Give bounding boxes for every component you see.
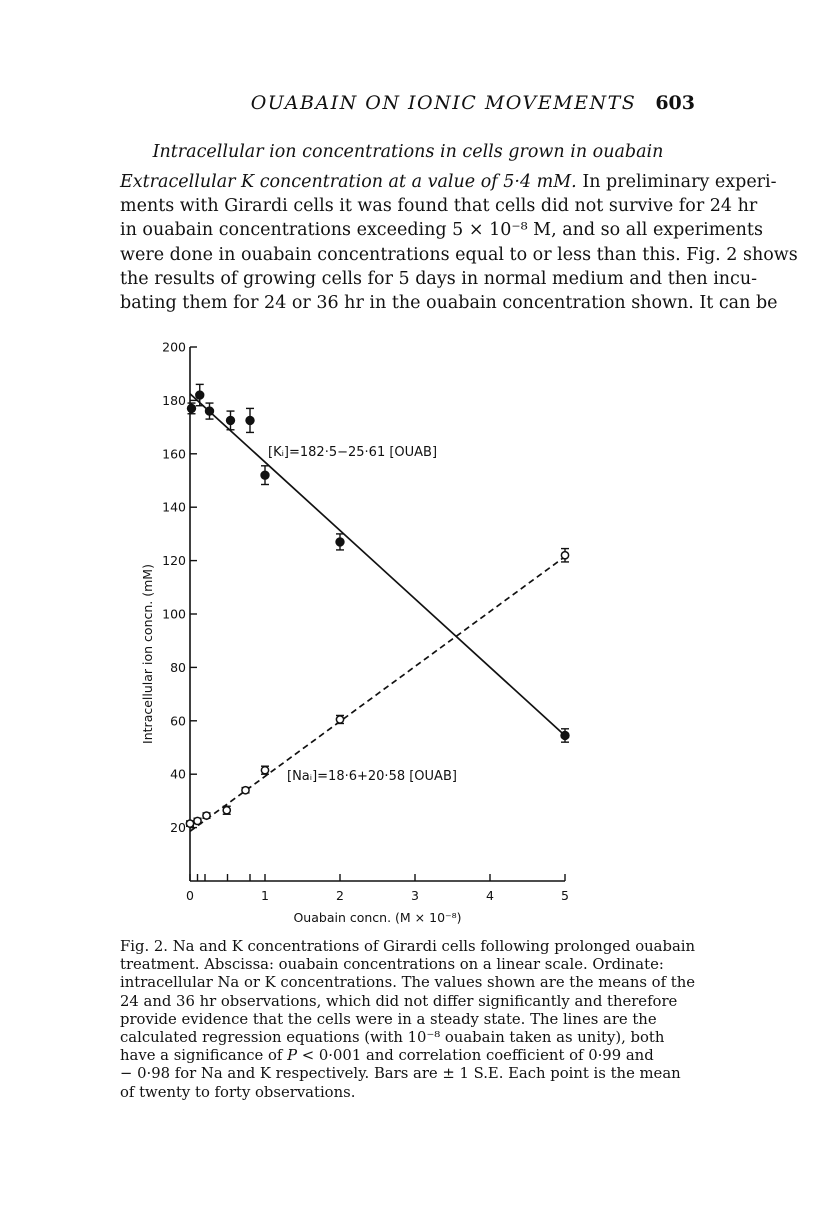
k-data-point (561, 731, 569, 739)
y-tick-label: 60 (170, 713, 186, 729)
y-tick-label: 160 (162, 446, 186, 462)
y-tick-label: 140 (162, 499, 186, 515)
na-data-point (223, 807, 230, 814)
body-paragraph (120, 170, 798, 315)
caption-text: of twenty to forty observations. (120, 1083, 356, 1101)
k-data-point (187, 404, 195, 412)
y-tick-label: 80 (170, 659, 186, 675)
na-data-point (186, 820, 193, 827)
caption-text: Fig. 2. Na and K concentrations of Girardi cells following prolonged ouabain (120, 938, 696, 955)
x-tick-label: 0 (186, 888, 194, 903)
caption-line (120, 1011, 696, 1029)
figure-2-chart (0, 320, 816, 930)
figure-caption (120, 938, 696, 1102)
body-line: the results of growing cells for 5 days in normal medium and then incu- (120, 268, 758, 289)
caption-line (120, 1084, 696, 1102)
body-line: were done in ouabain concentrations equal to or less than this. Fig. 2 shows (120, 244, 798, 265)
page-number: 603 (655, 92, 695, 114)
caption-text: calculated regression equations (with 10⁻⁸ ouabain taken as unity), both (120, 1029, 665, 1047)
caption-line (120, 956, 696, 974)
x-tick-label: 3 (411, 888, 419, 903)
caption-text: intracellular Na or K concentrations. The values shown are the means of the (120, 974, 695, 992)
y-tick-label: 100 (162, 606, 186, 622)
na-data-point (261, 767, 268, 774)
caption-text: treatment. Abscissa: ouabain concentrations on a linear scale. Ordinate: (120, 956, 664, 974)
x-tick-label: 1 (261, 888, 269, 903)
k-data-point (205, 407, 213, 415)
caption-text: S.E. (473, 1065, 504, 1083)
caption-text: Each point is the mean (503, 1065, 681, 1083)
body-line: in ouabain concentrations exceeding 5 × 10⁻⁸ M, and so all experiments (120, 220, 763, 241)
k-data-point (261, 471, 269, 479)
na-data-point (336, 716, 343, 723)
y-axis-label: Intracellular ion concn. (mM) (140, 564, 155, 744)
section-heading: Intracellular ion concentrations in cells grown in ouabain (152, 142, 664, 162)
caption-line (120, 1047, 696, 1065)
caption-line (120, 993, 696, 1011)
na-data-point (242, 787, 249, 794)
page-header (192, 92, 695, 118)
caption-text: provide evidence that the cells were in a steady state. The lines are the (120, 1010, 657, 1028)
y-tick-label: 20 (170, 820, 186, 836)
subsection-lead: Extracellular K concentration at a value of 5·4 mM. (120, 172, 577, 192)
x-axis-label: Ouabain concn. (M × 10⁻⁸) (293, 910, 462, 925)
caption-line (120, 1065, 696, 1083)
caption-text: − 0·98 for Na and K respectively. Bars are ± 1 (120, 1065, 474, 1083)
y-tick-label: 120 (162, 553, 186, 569)
k-equation-label: [Kᵢ]=182·5−25·61 [OUAB] (268, 445, 438, 460)
body-line: ments with Girardi cells it was found that cells did not survive for 24 hr (120, 196, 758, 217)
y-tick-label: 40 (170, 766, 186, 782)
y-tick-label: 200 (162, 339, 186, 355)
caption-line (120, 974, 696, 992)
body-line (120, 170, 777, 194)
x-tick-label: 4 (486, 888, 494, 903)
body-line: bating them for 24 or 36 hr in the ouabain concentration shown. It can be (120, 293, 778, 314)
caption-line (120, 938, 696, 956)
k-data-point (246, 416, 254, 424)
caption-text: P (287, 1047, 298, 1065)
k-data-point (336, 538, 344, 546)
x-tick-label: 2 (336, 888, 344, 903)
caption-text: have a significance of (120, 1047, 288, 1065)
k-data-point (226, 416, 234, 424)
na-data-point (203, 812, 210, 819)
y-tick-label: 180 (162, 392, 186, 408)
caption-text: 24 and 36 hr observations, which did not differ significantly and therefore (120, 992, 678, 1010)
na-data-point (194, 817, 201, 824)
caption-line (120, 1029, 696, 1047)
na-equation-label: [Naᵢ]=18·6+20·58 [OUAB] (287, 769, 457, 784)
k-data-point (196, 391, 204, 399)
x-tick-label: 5 (561, 888, 569, 903)
na-data-point (561, 552, 568, 559)
body-line-text: In preliminary experi- (576, 172, 777, 192)
running-title: OUABAIN ON IONIC MOVEMENTS (250, 92, 637, 114)
caption-text: < 0·001 and correlation coefficient of 0·99 and (297, 1047, 654, 1065)
